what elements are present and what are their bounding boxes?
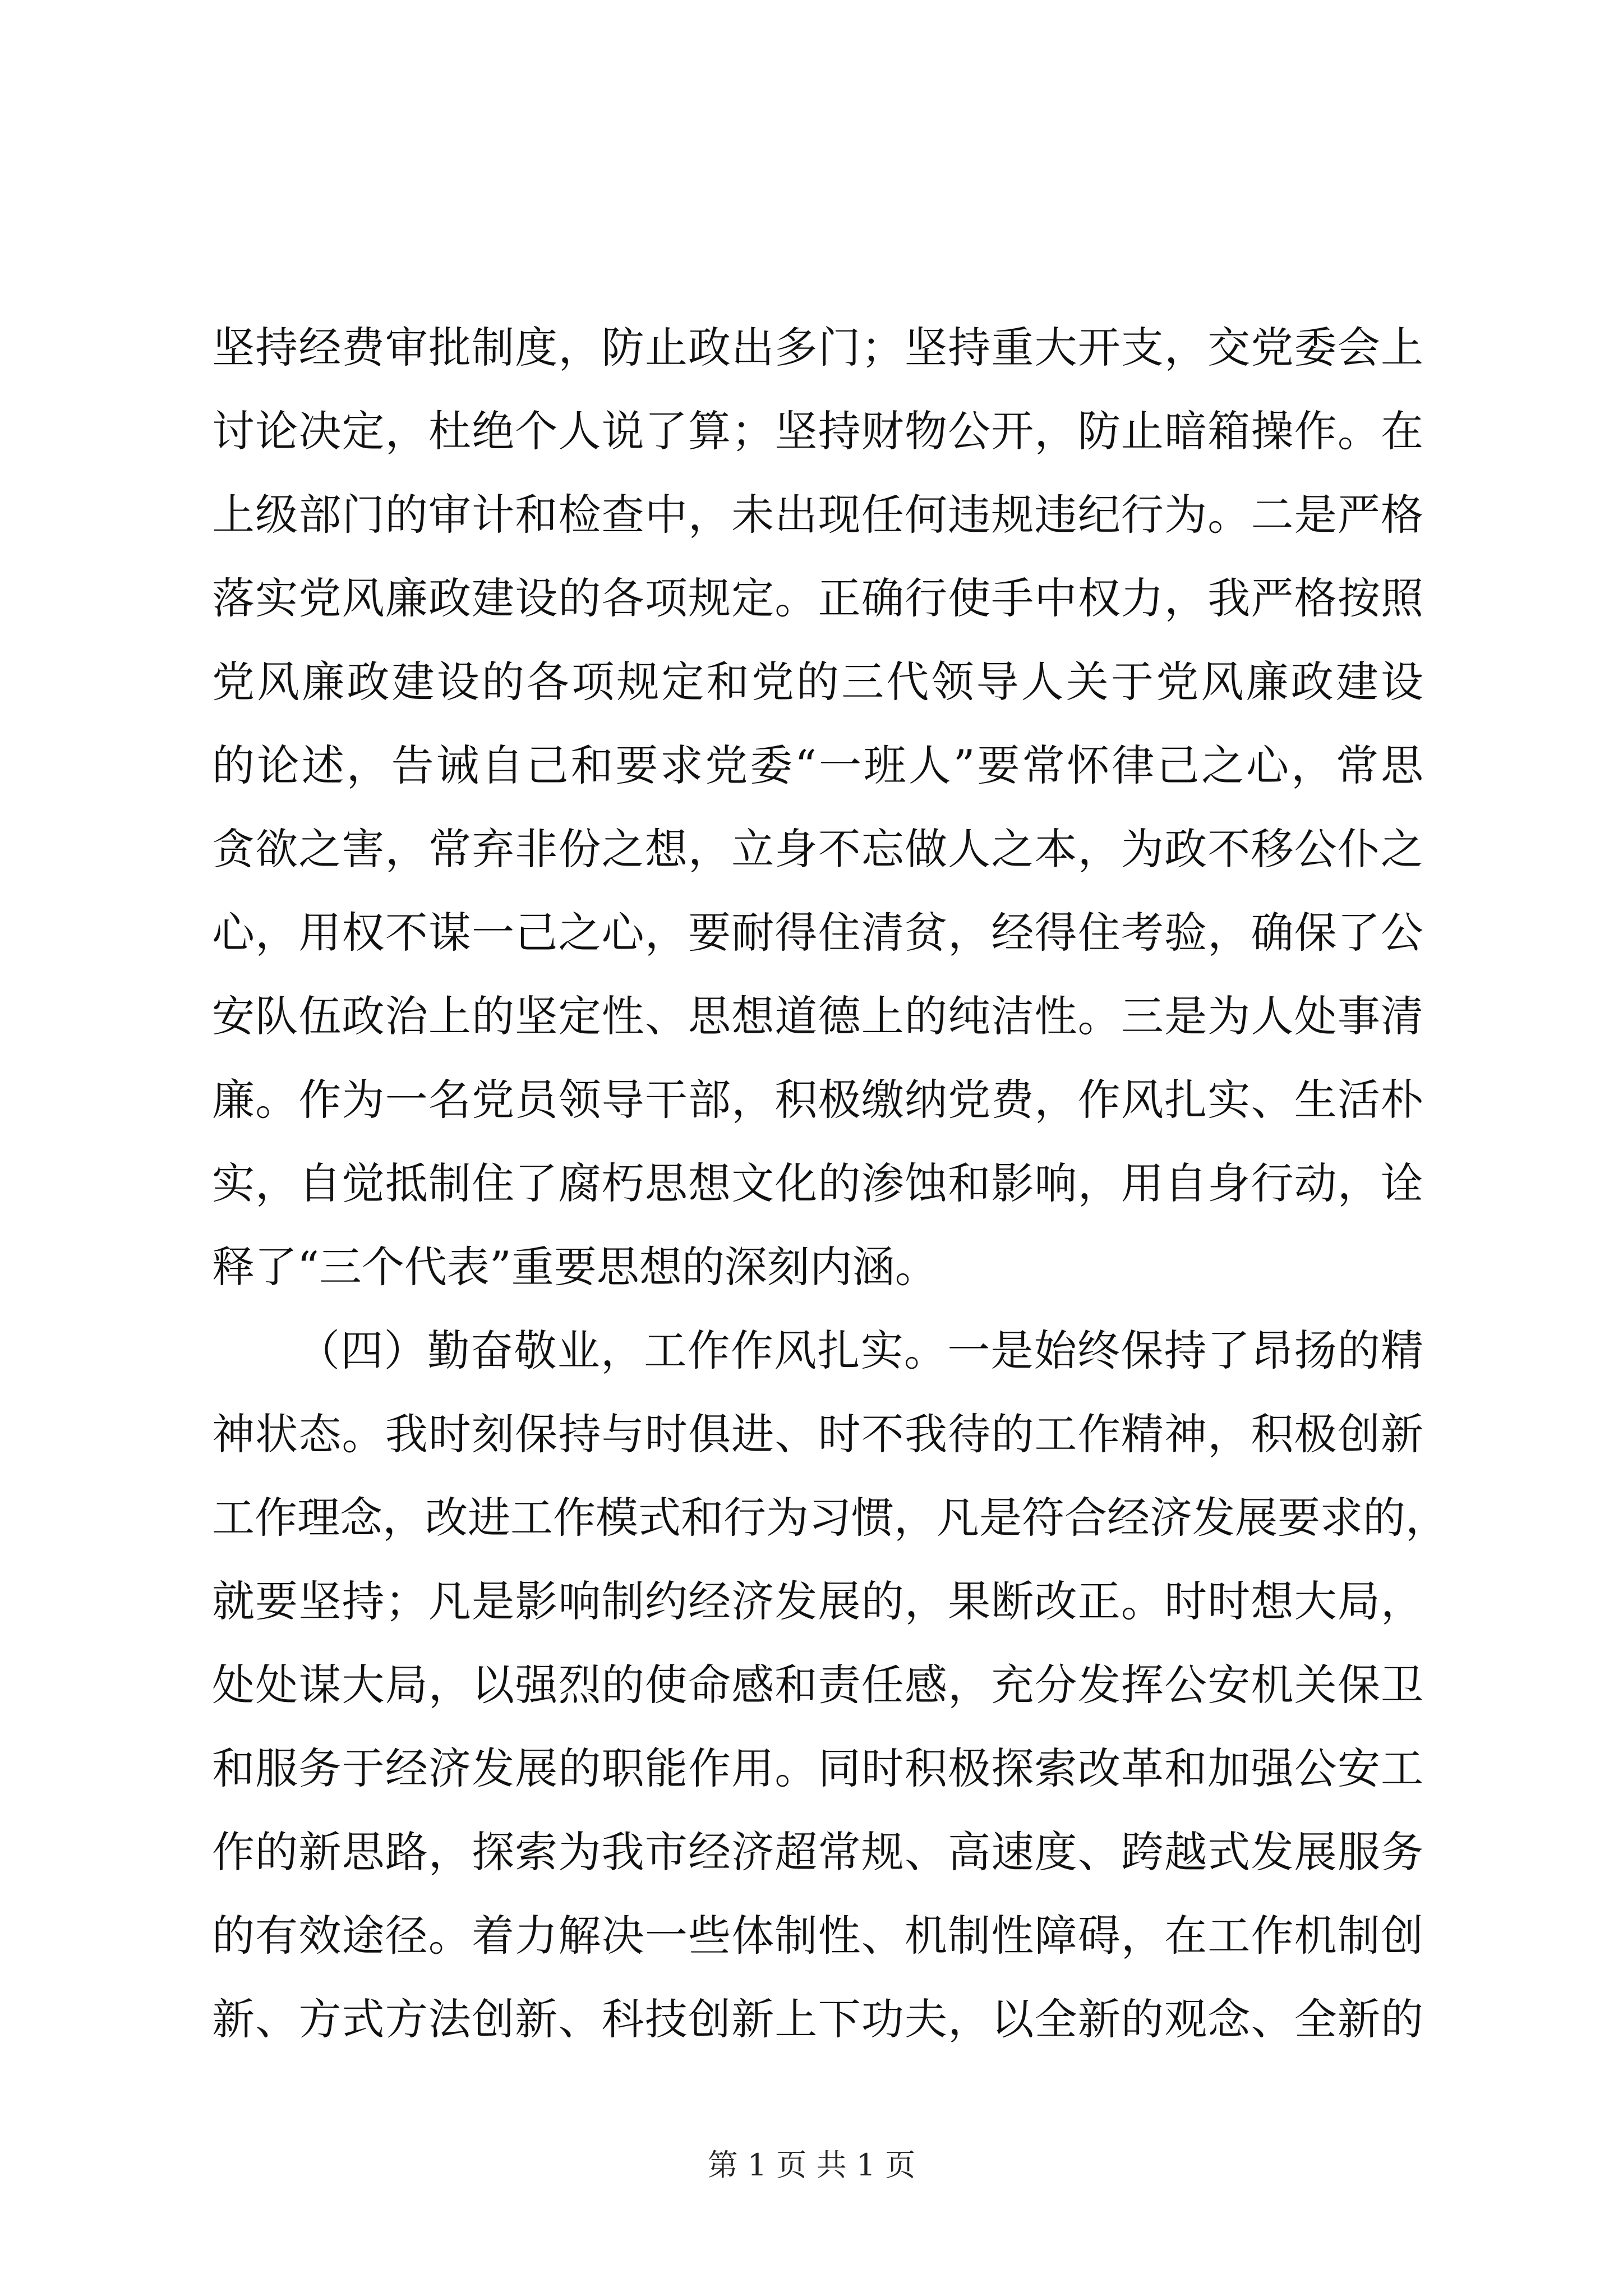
text-line: 和服务于经济发展的职能作用。同时积极探索改革和加强公安工 [212, 1743, 1423, 1793]
paragraph-start-line: （四）勤奋敬业，工作作风扎实。一是始终保持了昂扬的精 [297, 1326, 1423, 1375]
text-line: 讨论决定，杜绝个人说了算；坚持财物公开，防止暗箱操作。在 [212, 406, 1423, 456]
paragraph-end-line: 释了“三个代表”重要思想的深刻内涵。 [212, 1242, 938, 1292]
text-line: 处处谋大局，以强烈的使命感和责任感，充分发挥公安机关保卫 [212, 1660, 1423, 1710]
body-text [212, 306, 1448, 2061]
page-footer: 第 1 页 共 1 页 [707, 2147, 916, 2183]
text-line: 实，自觉抵制住了腐朽思想文化的渗蚀和影响，用自身行动，诠 [212, 1158, 1423, 1208]
text-line: 心，用权不谋一己之心，要耐得住清贫，经得住考验，确保了公 [212, 908, 1423, 958]
text-line: 落实党风廉政建设的各项规定。正确行使手中权力，我严格按照 [212, 573, 1423, 623]
text-line: 廉。作为一名党员领导干部，积极缴纳党费，作风扎实、生活朴 [212, 1075, 1423, 1125]
text-line: 作的新思路，探索为我市经济超常规、高速度、跨越式发展服务 [212, 1827, 1423, 1877]
text-line: 工作理念，改进工作模式和行为习惯，凡是符合经济发展要求的， [212, 1493, 1448, 1543]
text-line: 贪欲之害，常弃非份之想，立身不忘做人之本，为政不移公仆之 [212, 824, 1423, 874]
text-line: 党风廉政建设的各项规定和党的三代领导人关于党风廉政建设 [212, 657, 1423, 707]
text-line: 坚持经费审批制度，防止政出多门；坚持重大开支，交党委会上 [212, 323, 1423, 372]
text-line: 就要坚持；凡是影响制约经济发展的，果断改正。时时想大局， [212, 1576, 1423, 1626]
text-line: 的有效途径。着力解决一些体制性、机制性障碍，在工作机制创 [212, 1911, 1423, 1961]
text-line: 安队伍政治上的坚定性、思想道德上的纯洁性。三是为人处事清 [212, 991, 1423, 1041]
text-line: 的论述，告诫自己和要求党委“一班人”要常怀律己之心，常思 [212, 740, 1423, 790]
text-line: 上级部门的审计和检查中，未出现任何违规违纪行为。二是严格 [212, 490, 1423, 540]
text-line: 新、方式方法创新、科技创新上下功夫，以全新的观念、全新的 [212, 1994, 1423, 2044]
text-line: 神状态。我时刻保持与时俱进、时不我待的工作精神，积极创新 [212, 1409, 1423, 1459]
